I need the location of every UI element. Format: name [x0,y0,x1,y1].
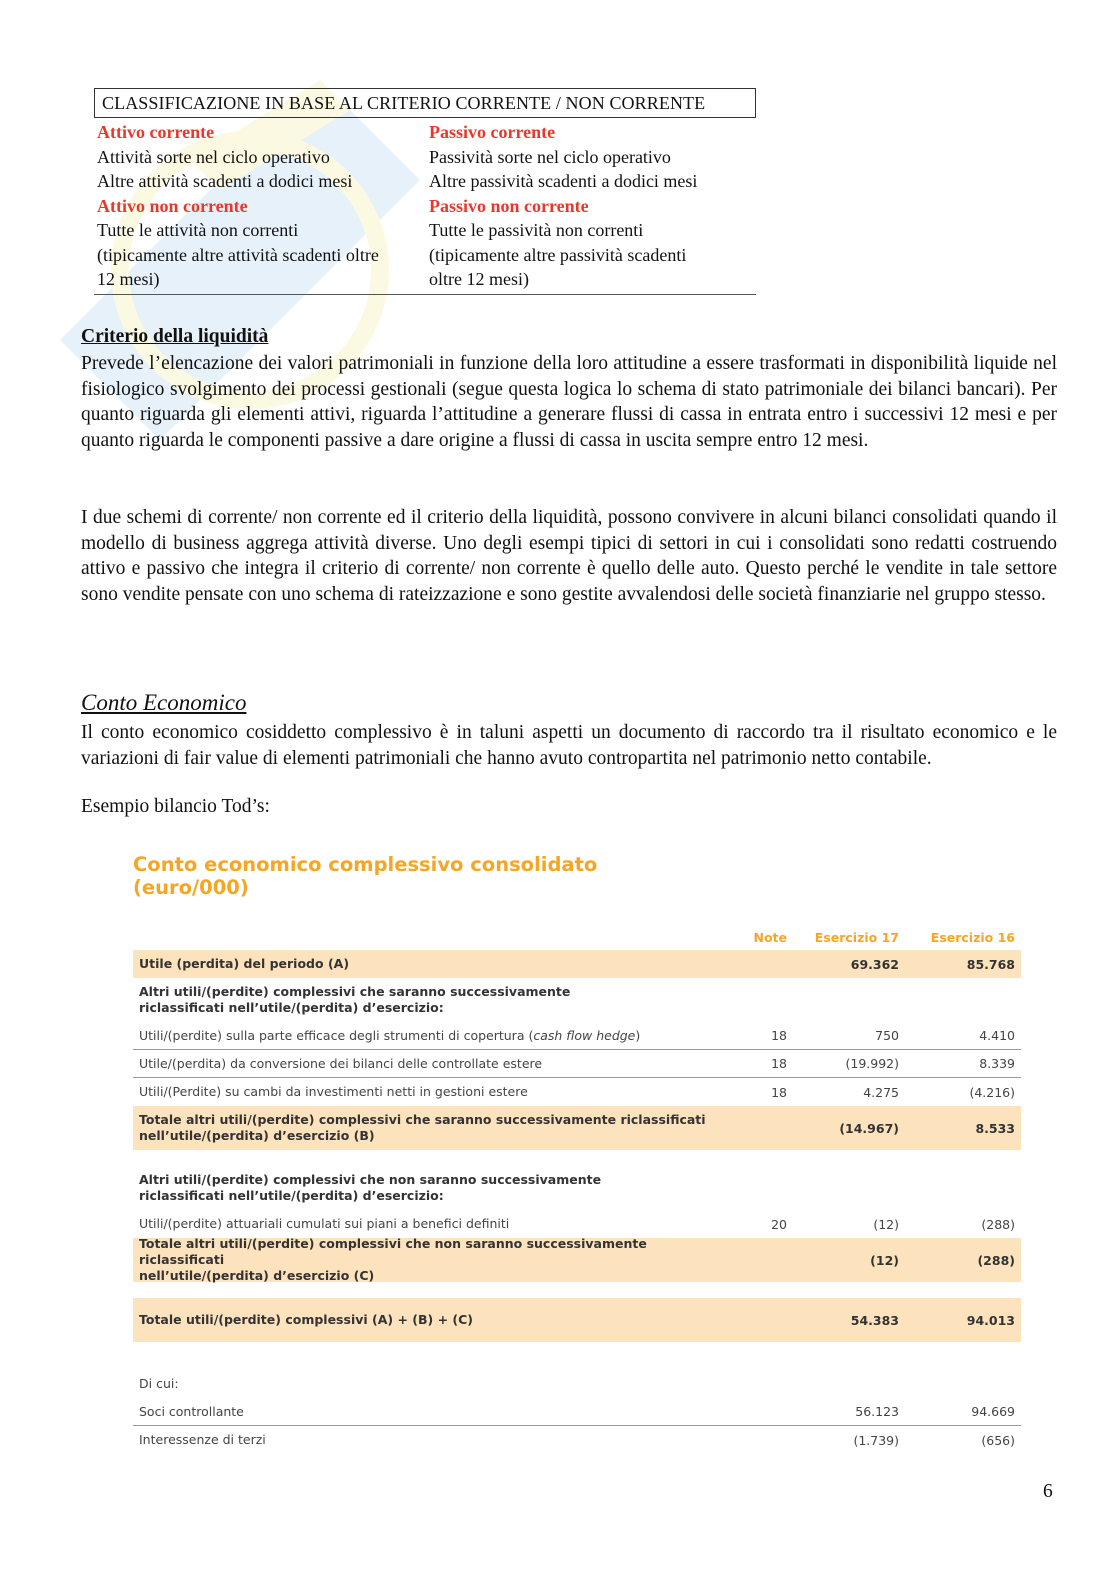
liquidity-paragraph: Prevede l’elencazione dei valori patrimoniali in funzione della loro attitudine a essere trasformati in disponibilità liquide nel fisiologico svolgimento dei processi gestionali (segue questa logica lo schema di stato patrimoniale dei bilanci bancari). Per quanto riguarda gli elementi attivi, riguarda l’attitudine a generare flussi di cassa in entrata entro i successivi 12 mesi e per quanto riguarda le componenti passive a dare origine a flussi di cassa in uscita sempre entro 12 mesi. [81,353,1057,451]
noncurrent-assets-heading: Attivo non corrente [97,195,248,216]
col-esercizio-16: Esercizio 16 [930,929,1015,945]
table-row [133,1078,1021,1106]
row-label: Utili/(perdite) attuariali cumulati sui piani a benefici definiti [139,1216,510,1231]
row-label: Soci controllante [139,1403,244,1419]
assets-line: Altre attività scadenti a dodici mesi [97,171,353,191]
row-label: Utile/(perdita) da conversione dei bilanci delle controllate estere [139,1055,543,1071]
liabilities-column [425,120,756,292]
assets-column [94,120,425,292]
table-row [133,1210,1021,1238]
value-17: 56.123 [855,1404,899,1419]
statement-title-line: Conto economico complessivo consolidato [133,853,598,876]
example-label: Esempio bilancio Tod’s: [81,796,270,817]
assets-line: Attività sorte nel ciclo operativo [97,146,330,167]
value-16: (4.216) [969,1084,1015,1100]
liquidity-heading: Criterio della liquidità [81,326,269,347]
table-row [133,1426,1021,1454]
assets-line: 12 mesi) [97,269,160,289]
total-line: nell’utile/(perdita) d’esercizio (C) [139,1268,375,1283]
table-row [133,1022,1021,1050]
current-liabilities-heading: Passivo corrente [429,122,556,142]
total-row [133,1106,1021,1150]
value-17: (1.739) [853,1432,899,1448]
row-note: 18 [771,1028,787,1043]
value-17: (12) [873,1216,899,1232]
classification-title: CLASSIFICAZIONE IN BASE AL CRITERIO CORRENTE / NON CORRENTE [94,88,756,118]
section-line: riclassificati nell’utile/(perdita) d’esercizio: [139,1000,444,1015]
section-line: Altri utili/(perdite) complessivi che saranno successivamente [139,984,571,999]
value-16: 94.669 [971,1404,1015,1419]
value-17: (12) [870,1252,899,1268]
value-16: (656) [981,1432,1015,1448]
value-17: 4.275 [863,1084,899,1100]
value-17: 54.383 [850,1312,899,1328]
liabilities-line: Tutte le passività non correnti [429,220,644,240]
noncurrent-liabilities-heading: Passivo non corrente [429,195,589,216]
table-row [133,1398,1021,1426]
section-line: riclassificati nell’utile/(perdita) d’esercizio: [139,1188,444,1203]
value-16: 4.410 [979,1028,1015,1043]
col-esercizio-17: Esercizio 17 [814,929,899,945]
row-label: Utili/(Perdite) su cambi da investimenti netti in gestioni estere [139,1084,528,1099]
assets-line: (tipicamente altre attività scadenti oltre [97,244,379,265]
value-17: (19.992) [845,1056,899,1071]
total-line: Totale altri utili/(perdite) complessivi che non saranno successivamente riclassificati [139,1236,647,1267]
section-heading [133,978,1021,1022]
section-line: Altri utili/(perdite) complessivi che non saranno successivamente [139,1172,602,1187]
row-label: Utile (perdita) del periodo (A) [139,956,350,971]
table-row [133,950,1021,978]
value-17: 69.362 [850,956,899,972]
total-line: Totale altri utili/(perdite) complessivi che saranno successivamente riclassificati [139,1112,706,1127]
total-line: nell’utile/(perdita) d’esercizio (B) [139,1128,375,1143]
value-16: (288) [981,1216,1015,1232]
value-16: (288) [977,1252,1015,1268]
value-16: 85.768 [966,956,1015,972]
statement-title-unit: (euro/000) [133,876,249,899]
conto-economico-heading: Conto Economico [81,690,247,715]
table-row [133,1370,1021,1398]
schemes-paragraph: I due schemi di corrente/ non corrente ed il criterio della liquidità, possono convivere in alcuni bilanci consolidati quando il modello di business aggrega attività diverse. Uno degli esempi tipici di settori in cui i consolidati sono redatti costruendo attivo e passivo che integra il criterio di corrente/ non corrente è quello delle auto. Questo perché le vendite in tale settore sono vendite pensate con uno schema di rateizzazione e sono gestite avvalendosi delle società finanziarie nel gruppo stesso. [81,507,1057,605]
liabilities-line: oltre 12 mesi) [429,269,529,289]
row-note: 20 [771,1216,787,1232]
section-heading [133,1150,1021,1210]
statement-table [133,926,1021,1454]
liabilities-line: Passività sorte nel ciclo operativo [429,146,671,167]
row-label: Utili/(perdite) sulla parte efficace degli strumenti di copertura (cash flow hedge) [139,1027,641,1043]
total-row [133,1238,1021,1282]
grand-total-row [133,1298,1021,1342]
statement-title [133,853,733,899]
classification-table [94,88,756,295]
table-row [133,1050,1021,1078]
current-assets-heading: Attivo corrente [97,122,215,142]
assets-line: Tutte le attività non correnti [97,220,299,240]
row-label: Totale utili/(perdite) complessivi (A) + (B) + (C) [139,1312,474,1327]
page-number: 6 [1043,1481,1053,1502]
conto-economico-paragraph: Il conto economico cosiddetto complessivo è in taluni aspetti un documento di raccordo tra il risultato economico e le variazioni di fair value di elementi patrimoniali che hanno avuto contropartita nel patrimonio netto contabile. [81,722,1057,769]
value-16: 8.533 [975,1120,1015,1136]
value-17: (14.967) [839,1120,899,1136]
row-note: 18 [771,1084,787,1100]
table-header [133,926,1021,948]
liabilities-line: Altre passività scadenti a dodici mesi [429,171,698,191]
value-16: 94.013 [966,1312,1015,1328]
value-17: 750 [875,1028,899,1043]
value-16: 8.339 [979,1056,1015,1071]
liabilities-line: (tipicamente altre passività scadenti [429,244,687,265]
row-label: Di cui: [139,1376,179,1391]
row-label: Interessenze di terzi [139,1432,266,1447]
col-note: Note [753,929,787,945]
row-note: 18 [771,1056,787,1071]
